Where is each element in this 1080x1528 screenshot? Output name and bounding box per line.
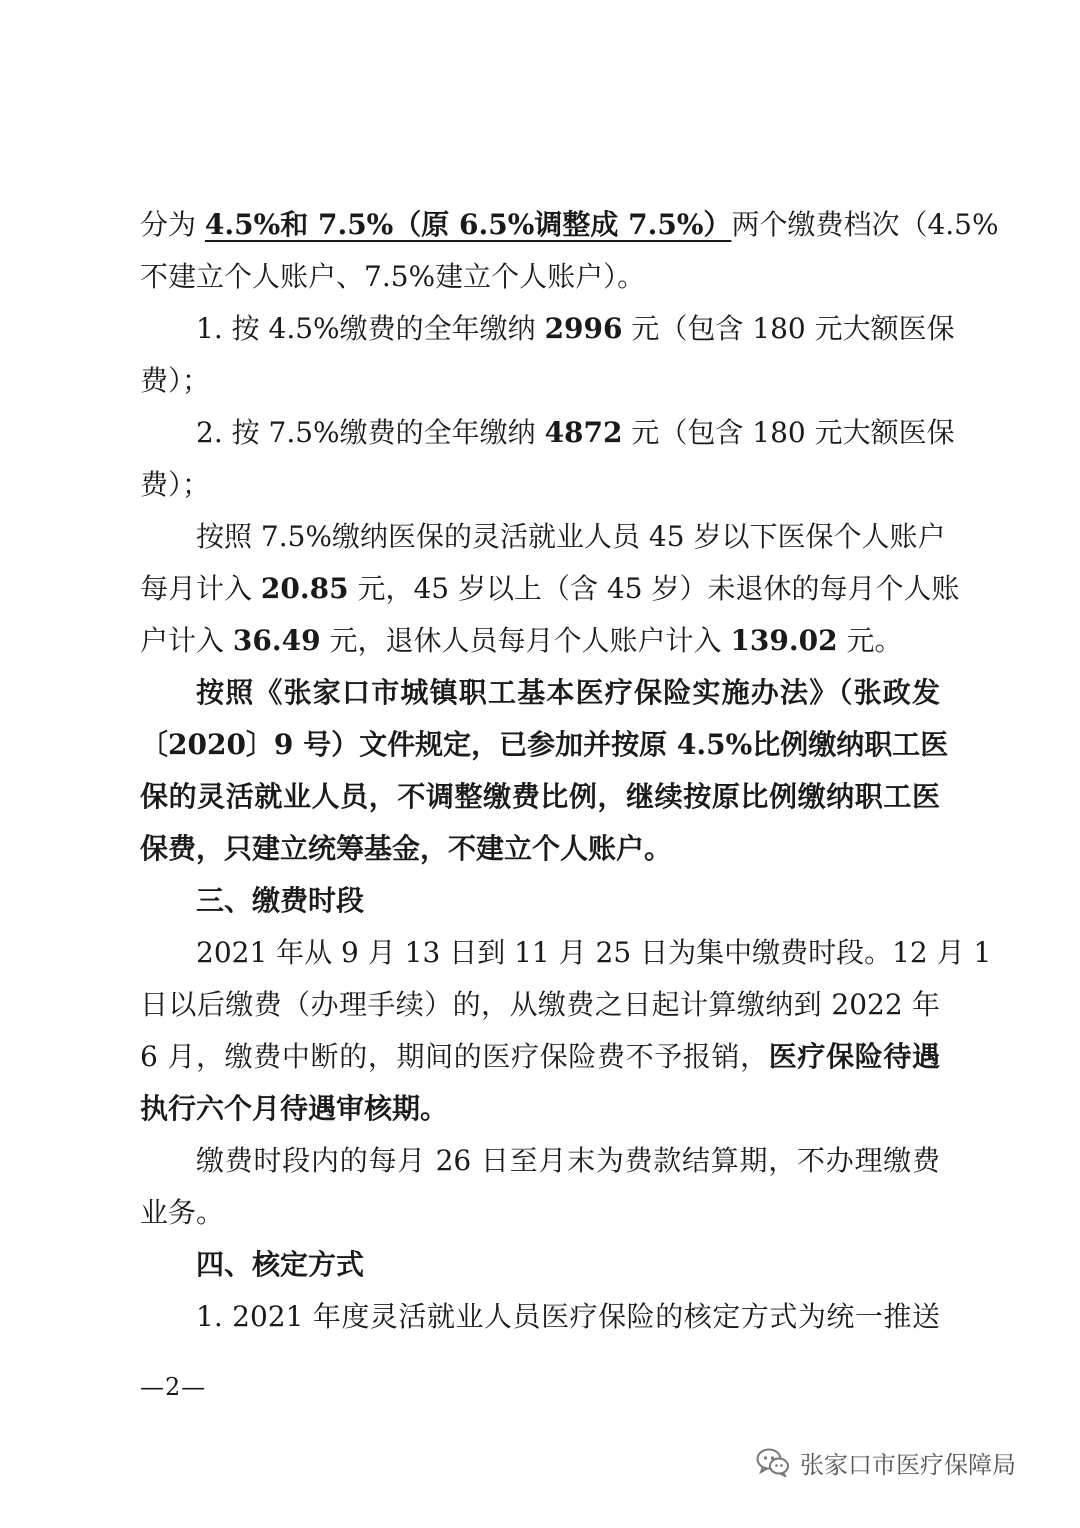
bold-paragraph-line: 保的灵活就业人员，不调整缴费比例，继续按原比例缴纳职工医 <box>140 780 940 813</box>
bold-paragraph-line: 执行六个月待遇审核期。 <box>140 1092 449 1125</box>
highlighted-rates: 4.5%和 7.5%（原 6.5%调整成 7.5%） <box>204 208 732 241</box>
paragraph-line: 2021 年从 9 月 13 日到 11 月 25 日为集中缴费时段。12 月 1 <box>196 936 992 969</box>
paragraph-line: 日以后缴费（办理手续）的，从缴费之日起计算缴纳到 2022 年 <box>140 988 940 1021</box>
paragraph-line: 6 月，缴费中断的，期间的医疗保险费不予报销，医疗保险待遇 <box>140 1040 940 1073</box>
paragraph-line: 1. 2021 年度灵活就业人员医疗保险的核定方式为统一推送 <box>196 1300 940 1333</box>
wechat-watermark <box>756 1442 1016 1482</box>
paragraph-line: 缴费时段内的每月 26 日至月末为费款结算期，不办理缴费 <box>196 1144 940 1177</box>
paragraph-line: 每月计入 20.85 元，45 岁以上（含 45 岁）未退休的每月个人账 <box>140 572 960 605</box>
list-item: 1. 按 4.5%缴费的全年缴纳 2996 元（包含 180 元大额医保 <box>196 312 955 345</box>
paragraph-line: 户计入 36.49 元，退休人员每月个人账户计入 139.02 元。 <box>140 624 903 657</box>
paragraph-line: 不建立个人账户、7.5%建立个人账户）。 <box>140 260 646 293</box>
paragraph-line: 业务。 <box>140 1196 225 1229</box>
watermark-text: 张家口市医疗保障局 <box>800 1450 1016 1479</box>
page-number: —2— <box>140 1373 207 1401</box>
bold-paragraph-line: 保费，只建立统筹基金，不建立个人账户。 <box>140 832 673 865</box>
list-item: 2. 按 7.5%缴费的全年缴纳 4872 元（包含 180 元大额医保 <box>196 416 955 449</box>
section-heading-4: 四、核定方式 <box>196 1248 365 1281</box>
bold-paragraph-line: 按照《张家口市城镇职工基本医疗保险实施办法》（张政发 <box>196 676 940 709</box>
section-heading-3: 三、缴费时段 <box>196 884 365 917</box>
paragraph-line: 费）； <box>140 364 211 397</box>
paragraph-line: 分为 4.5%和 7.5%（原 6.5%调整成 7.5%）两个缴费档次（4.5% <box>140 208 999 241</box>
wechat-icon <box>756 1447 790 1477</box>
bold-paragraph-line: 〔2020〕9 号）文件规定，已参加并按原 4.5%比例缴纳职工医 <box>140 728 949 761</box>
paragraph-line: 费）； <box>140 468 211 501</box>
paragraph-line: 按照 7.5%缴纳医保的灵活就业人员 45 岁以下医保个人账户 <box>196 520 946 553</box>
